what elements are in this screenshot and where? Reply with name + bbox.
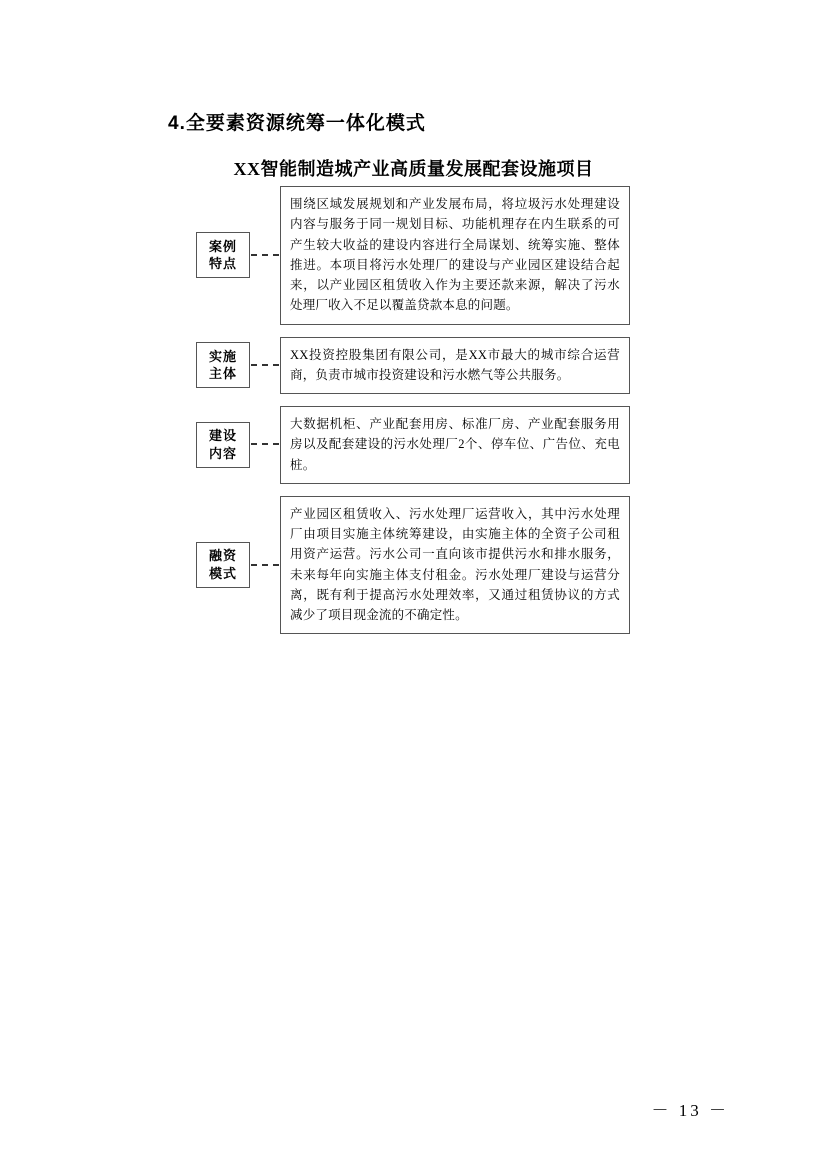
row-label-case-features	[196, 232, 250, 278]
row-label-line-2: 主体	[208, 366, 237, 382]
row-content-financing-model: 产业园区租赁收入、污水处理厂运营收入，其中污水处理厂由项目实施主体统筹建设，由实施主体的全资子公司租用资产运营。污水公司一直向该市提供污水和排水服务，未来每年向实施主体支付租金。污水处理厂建设与运营分离，既有利于提高污水处理效率，又通过租赁协议的方式减少了项目现金流的不确定性。	[280, 496, 630, 635]
row-label-line-1: 实施	[208, 348, 237, 364]
dashed-connector-icon	[251, 443, 279, 446]
row-label-line-1: 建设	[208, 428, 237, 444]
row-label-line-2: 模式	[208, 566, 237, 581]
row-label-line-2: 内容	[208, 445, 237, 461]
row-label-line-1: 案例	[208, 238, 237, 254]
row-label-implementing-entity	[196, 342, 250, 388]
row-content-construction-scope: 大数据机柜、产业配套用房、标准厂房、产业配套服务用房以及配套建设的污水处理厂2个、停车位、广告位、充电桩。	[280, 406, 630, 484]
diagram-row	[196, 406, 630, 484]
row-label-financing-model	[196, 542, 250, 588]
section-title: 4.全要素资源统筹一体化模式	[168, 113, 426, 134]
row-label-construction-scope	[196, 422, 250, 468]
diagram-row	[196, 337, 630, 395]
row-content-implementing-entity: XX投资控股集团有限公司，是XX市最大的城市综合运营商，负责市城市投资建设和污水燃气等公共服务。	[280, 337, 630, 395]
case-study-diagram	[196, 186, 630, 646]
row-label-line-1: 融资	[208, 548, 237, 564]
diagram-row	[196, 496, 630, 635]
diagram-row	[196, 186, 630, 325]
row-content-case-features: 围绕区域发展规划和产业发展布局，将垃圾污水处理建设内容与服务于同一规划目标、功能机理存在内生联系的可产生较大收益的建设内容进行全局谋划、统筹实施、整体推进。本项目将污水处理厂的建设与产业园区建设结合起来，以产业园区租赁收入作为主要还款来源，解决了污水处理厂收入不足以覆盖贷款本息的问题。	[280, 186, 630, 325]
row-label-line-2: 特点	[208, 256, 237, 272]
dashed-connector-icon	[251, 564, 279, 567]
dashed-connector-icon	[251, 364, 279, 367]
dashed-connector-icon	[251, 254, 279, 257]
page-number: － 13 －	[651, 1101, 729, 1120]
page-title: XX智能制造城产业高质量发展配套设施项目	[233, 159, 594, 179]
